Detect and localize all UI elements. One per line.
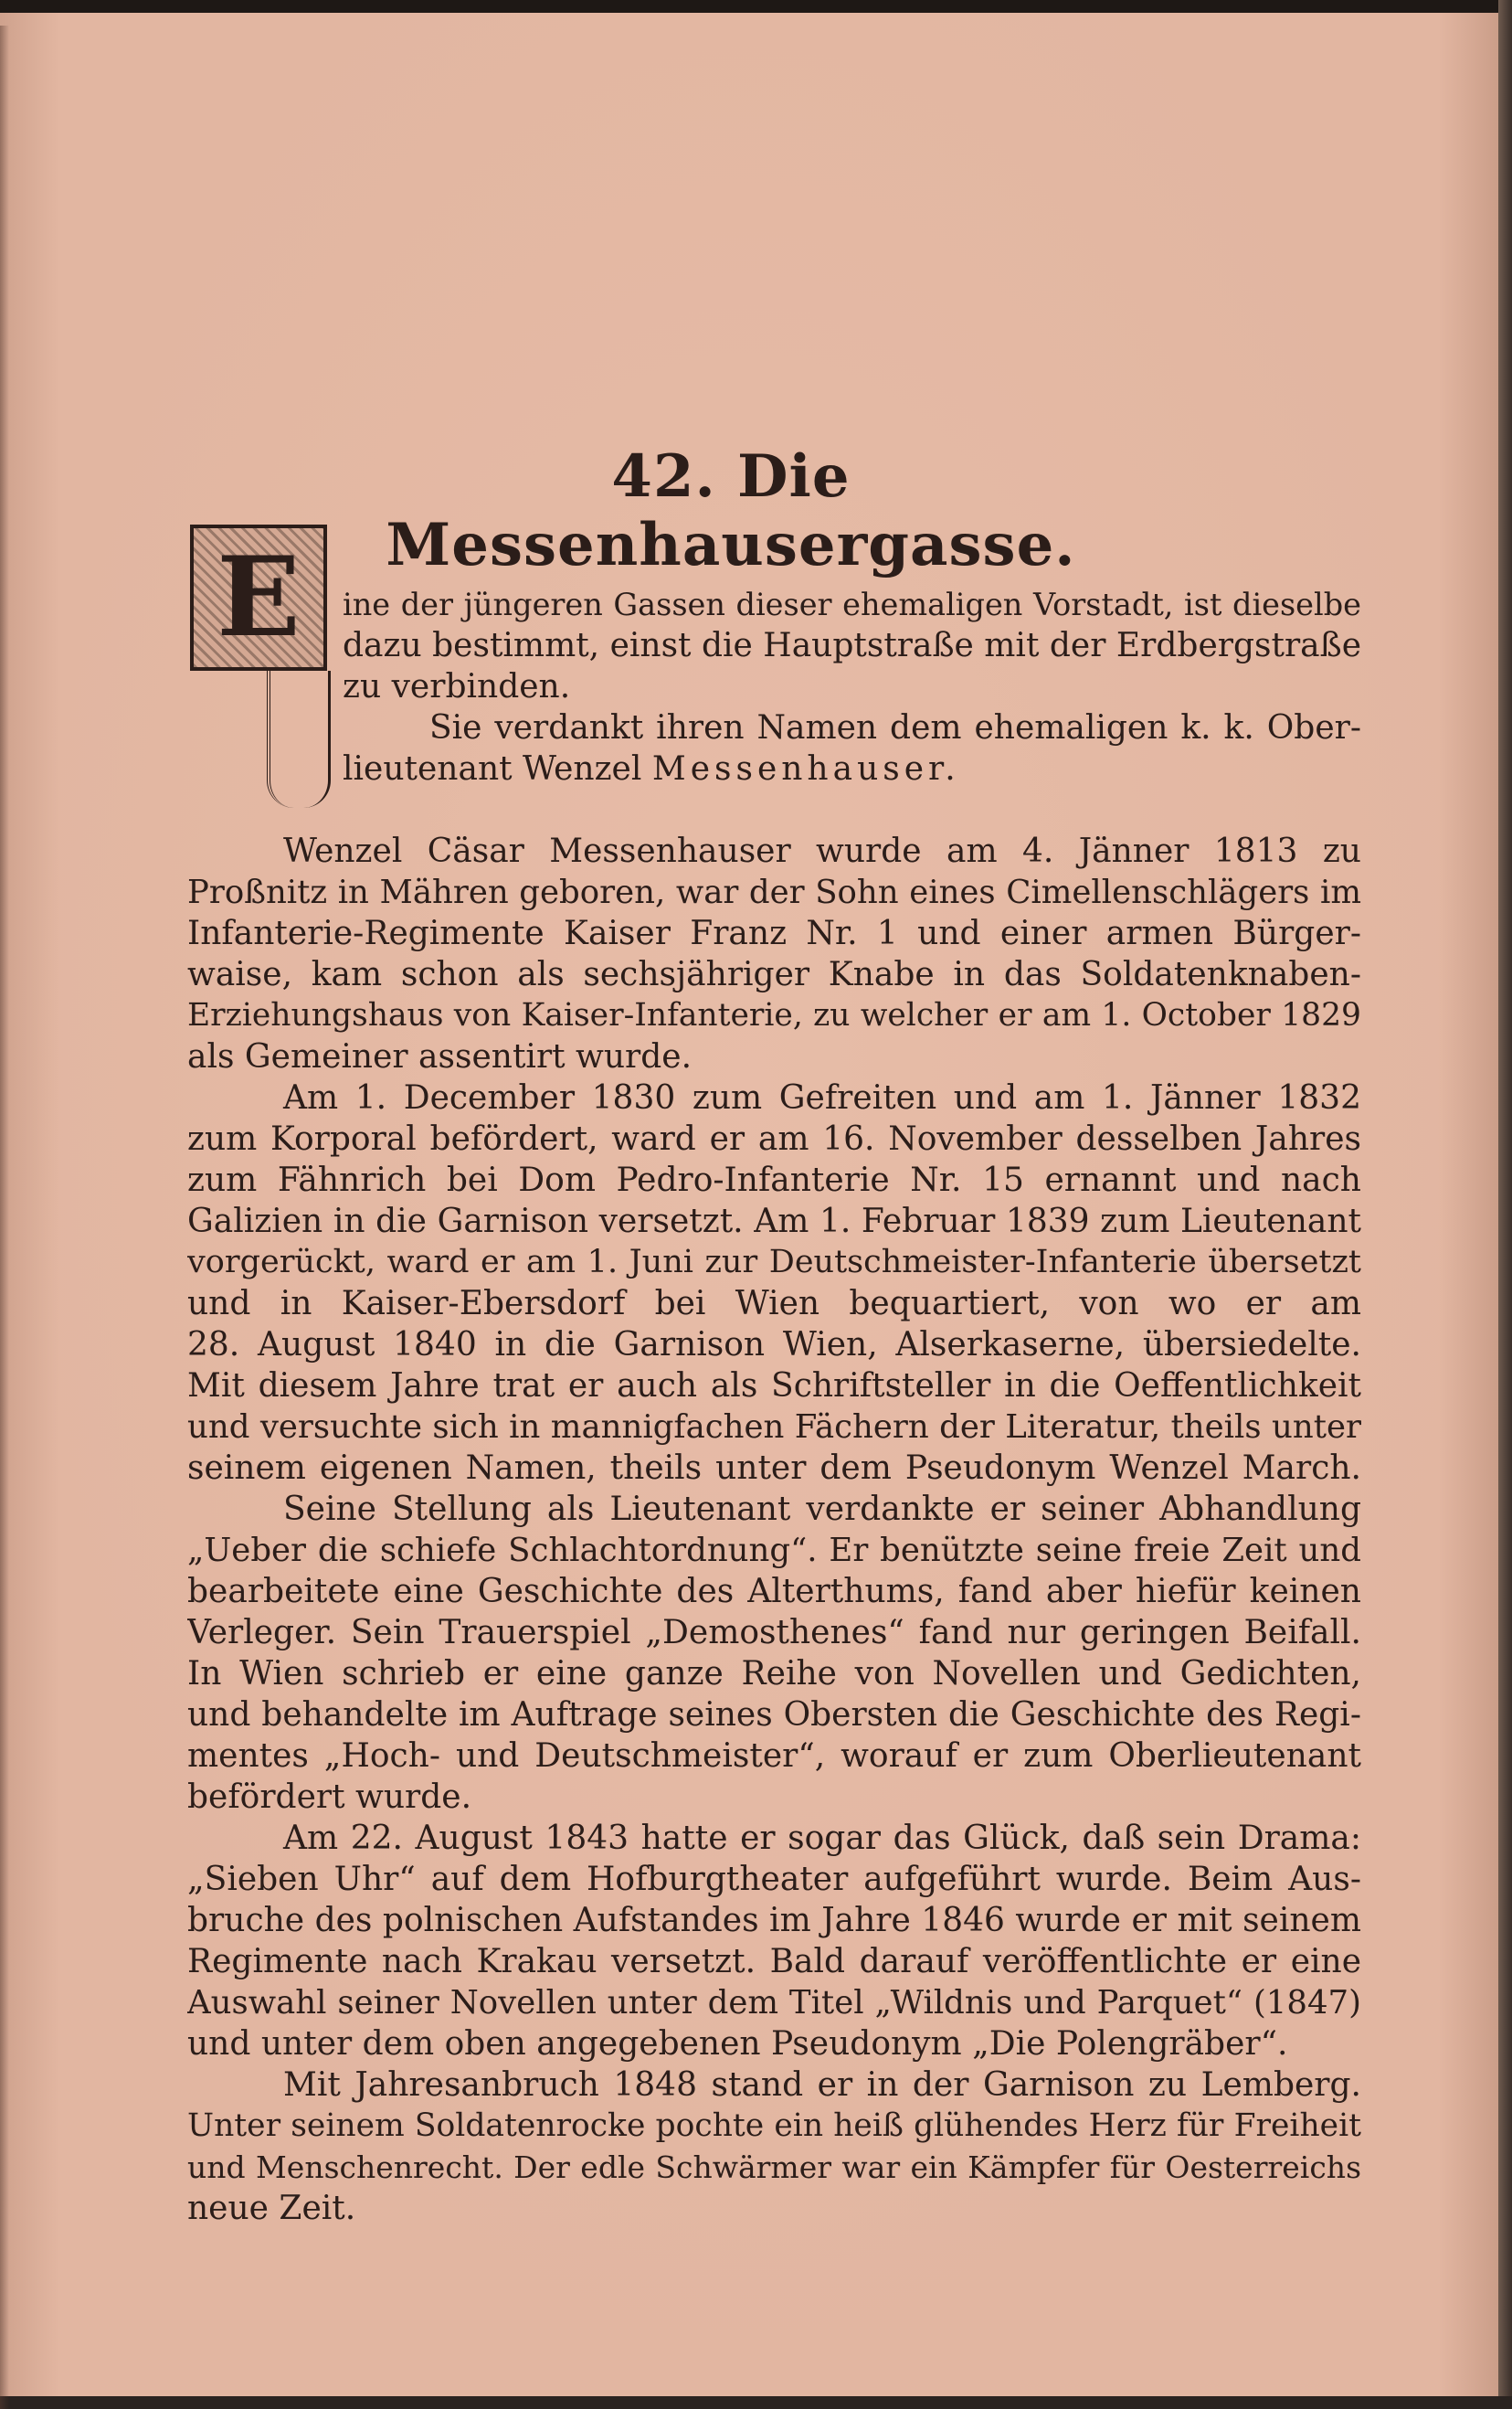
body-line: mentes „Hoch- und Deutschmeister“, worauf er zum Oberlieutenant <box>187 1737 1361 1775</box>
page-left-edge <box>0 26 9 2409</box>
body-line: Galizien in die Garnison versetzt. Am 1. Februar 1839 zum Lieutenant <box>187 1203 1361 1240</box>
body-line: Auswahl seiner Novellen unter dem Titel „Wildnis und Parquet“ (1847) <box>187 1984 1361 2022</box>
body-line: seinem eigenen Namen, theils unter dem Pseudonym Wenzel March. <box>187 1449 1361 1487</box>
body-line: zum Korporal befördert, ward er am 16. November desselben Jahres <box>187 1120 1361 1158</box>
body-line: Unter seinem Soldatenrocke pochte ein heiß glühendes Herz für Freiheit <box>187 2107 1361 2144</box>
chapter-heading: 42. Die Messenhausergasse. <box>386 442 1076 579</box>
body-line: Mit Jahresanbruch 1848 stand er in der Garnison zu Lemberg. <box>283 2066 1361 2104</box>
body-line: neue Zeit. <box>187 2190 356 2227</box>
body-line: waise, kam schon als sechsjähriger Knabe in das Soldatenknaben- <box>187 956 1361 993</box>
drop-cap-initial: E <box>190 525 327 671</box>
body-line: und in Kaiser-Ebersdorf bei Wien bequartiert, von wo er am <box>187 1285 1361 1322</box>
body-line: befördert wurde. <box>187 1778 472 1816</box>
body-line: zum Fähnrich bei Dom Pedro-Infanterie Nr. 15 ernannt und nach <box>187 1162 1361 1199</box>
body-line: als Gemeiner assentirt wurde. <box>187 1038 693 1076</box>
drop-cap-ornament-icon <box>267 671 331 808</box>
body-line: und behandelte im Auftrage seines Obersten die Geschichte des Regi- <box>187 1696 1361 1734</box>
body-line: Seine Stellung als Lieutenant verdankte er seiner Abhandlung <box>283 1491 1361 1528</box>
body-line: Erziehungshaus von Kaiser-Infanterie, zu welcher er am 1. October 1829 <box>187 997 1361 1034</box>
intro-line-surname: Messenhauser. <box>651 750 960 788</box>
body-line: Am 22. August 1843 hatte er sogar das Glück, daß sein Drama: <box>283 1820 1361 1857</box>
body-line: „Ueber die schiefe Schlachtordnung“. Er benützte seine freie Zeit und <box>187 1532 1361 1569</box>
intro-line: dazu bestimmt, einst die Hauptstraße mit der Erdbergstraße <box>343 627 1361 664</box>
body-line: Wenzel Cäsar Messenhauser wurde am 4. Jänner 1813 zu <box>283 833 1361 870</box>
body-line: und versuchte sich in mannigfachen Fächern der Literatur, theils unter <box>187 1408 1361 1446</box>
body-line: „Sieben Uhr“ auf dem Hofburgtheater aufgeführt wurde. Beim Aus- <box>187 1861 1361 1898</box>
body-line: In Wien schrieb er eine ganze Reihe von Novellen und Gedichten, <box>187 1655 1361 1693</box>
body-line: bruche des polnischen Aufstandes im Jahre 1846 wurde er mit seinem <box>187 1902 1361 1939</box>
body-line: Verleger. Sein Trauerspiel „Demosthenes“ fand nur geringen Beifall. <box>187 1614 1361 1651</box>
page-right-edge <box>1498 0 1512 2396</box>
intro-line-prefix: lieutenant Wenzel <box>343 750 652 788</box>
body-line: 28. August 1840 in die Garnison Wien, Alserkaserne, übersiedelte. <box>187 1326 1361 1364</box>
body-line: vorgerückt, ward er am 1. Juni zur Deutschmeister-Infanterie übersetzt <box>187 1244 1361 1280</box>
body-line: Mit diesem Jahre trat er auch als Schriftsteller in die Oeffentlichkeit <box>187 1367 1361 1405</box>
body-line: und Menschenrecht. Der edle Schwärmer war ein Kämpfer für Oesterreichs <box>187 2149 1361 2185</box>
body-line: Am 1. December 1830 zum Gefreiten und am 1. Jänner 1832 <box>283 1079 1361 1117</box>
intro-line-name <box>343 748 1361 790</box>
body-text <box>187 831 1361 2229</box>
body-line: Regimente nach Krakau versetzt. Bald darauf veröffentlichte er eine <box>187 1943 1361 1980</box>
body-line: Proßnitz in Mähren geboren, war der Sohn eines Cimellenschlägers im <box>187 874 1361 911</box>
intro-paragraph <box>343 584 1361 790</box>
body-line: und unter dem oben angegebenen Pseudonym „Die Polengräber“. <box>187 2025 1288 2063</box>
body-line: Infanterie-Regimente Kaiser Franz Nr. 1 und einer armen Bürger- <box>187 915 1361 952</box>
intro-line: ine der jüngeren Gassen dieser ehemaligen Vorstadt, ist dieselbe <box>343 587 1361 622</box>
intro-line: Sie verdankt ihren Namen dem ehemaligen k. k. Ober- <box>429 709 1361 747</box>
body-line: bearbeitete eine Geschichte des Alterthums, fand aber hiefür keinen <box>187 1573 1361 1610</box>
intro-line: zu verbinden. <box>343 668 571 706</box>
